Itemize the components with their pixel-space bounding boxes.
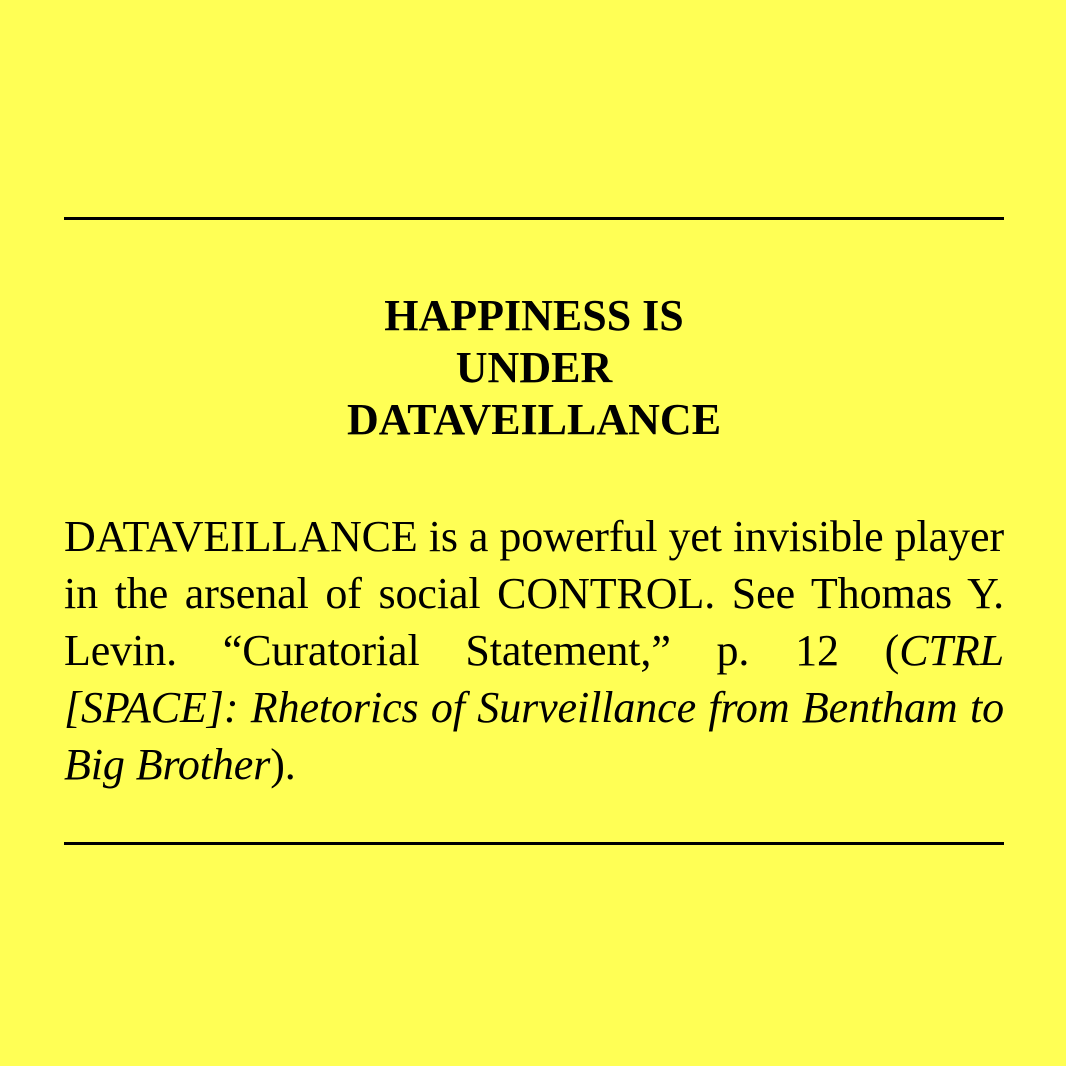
title-line-3: DATAVEILLANCE [346, 395, 722, 444]
top-divider [64, 217, 1004, 220]
publication-title: CTRL [SPACE]: Rhetorics of Surveillance from Bentham to Big Brother [64, 626, 1004, 789]
title-line-2: UNDER [455, 343, 613, 392]
body-text-intro: DATAVEILLANCE is a powerful yet invisible player in the arsenal of social CONTROL. See Thomas Y. Levin. “Curatorial Statement,” p. 12 ( [64, 512, 1004, 675]
body-text-closing: ). [270, 740, 296, 789]
bottom-divider [64, 842, 1004, 845]
body-paragraph [64, 508, 1004, 793]
title-line-1: HAPPINESS IS [384, 291, 684, 340]
page-title [64, 290, 1004, 446]
